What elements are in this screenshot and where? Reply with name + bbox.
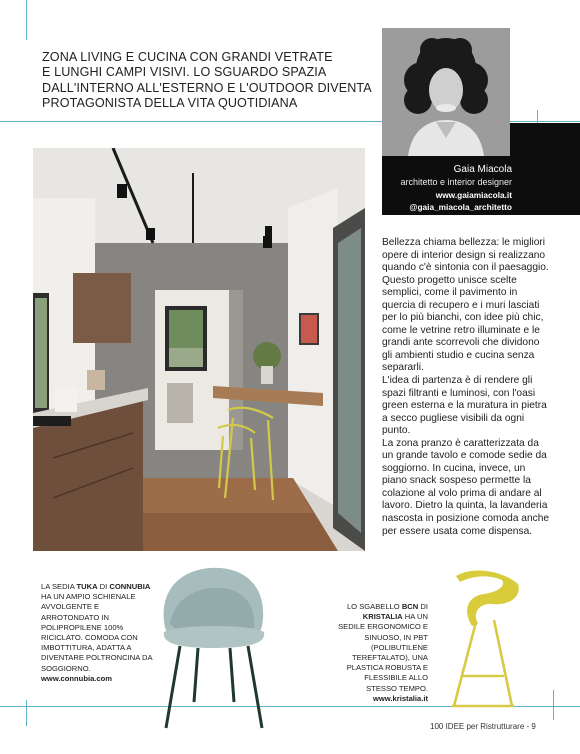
product-name: BCN xyxy=(401,602,419,611)
page-folio: 100 IDEE per Ristrutturare - 9 xyxy=(430,722,536,731)
author-portrait xyxy=(382,28,510,156)
chair-illustration xyxy=(150,562,276,730)
headline-line: ZONA LIVING E CUCINA CON GRANDI VETRATE xyxy=(42,50,333,64)
bcn-stool-image xyxy=(432,566,532,716)
author-role: architetto e interior designer xyxy=(400,177,512,187)
body-paragraph: La zona pranzo è caratterizzata da un grande tavolo e comode sedie da soggiorno. In cucina, invece, un piano snack sospeso permette la colazione al volo prima di andare al lavoro. Dietro la quinta, la lavanderia nascosta in posizione comoda anche per essere usata come dispensa. xyxy=(382,437,550,537)
author-name: Gaia Miacola xyxy=(453,164,512,175)
connubia-link[interactable]: www.connubia.com xyxy=(41,673,113,683)
accent-rule-vertical-bottom xyxy=(26,700,27,726)
kristalia-link[interactable]: www.kristalia.it xyxy=(372,693,428,703)
body-paragraph: Questo progetto unisce scelte semplici, come il pavimento in quercia di recupero e i muri lasciati per lo più bianchi, con idee più chic, come le vetrine retro illuminate e le grandi ante scorrevoli che dividono gli ambienti studio e cucina senza separarli. xyxy=(382,274,544,374)
caption-text: HA UN SEDILE ERGONOMICO E SINUOSO, IN PBT (POLIBUTILENE TEREFTALATO), UNA PLASTICA ROBUSTA E FLESSIBILE ALLO STESSO TEMPO. xyxy=(338,612,428,693)
tuka-chair-image xyxy=(150,562,276,730)
stool-illustration xyxy=(432,566,532,716)
accent-rule-vertical-bottom-right xyxy=(553,690,554,720)
stool-caption xyxy=(338,602,428,704)
accent-rule-top xyxy=(0,121,382,122)
caption-text: HA UN AMPIO SCHIENALE AVVOLGENTE E ARROTONDATO IN POLIPROPILENE 100% RICICLATO. COMODA CON IMBOTTITURA, ADATTA A DIVENTARE POLTRONCINA DA SOGGIORNO. xyxy=(41,592,153,673)
body-paragraph: Bellezza chiama bellezza: le migliori opere di interior design si realizzano quando c'è sintonia con il paesaggio. xyxy=(382,237,549,274)
author-instagram-link[interactable]: @gaia_miacola_architetto xyxy=(409,202,512,212)
accent-rule-top-right xyxy=(510,121,580,122)
brand-name: KRISTALIA xyxy=(362,612,403,622)
body-paragraph: L'idea di partenza è di rendere gli spazi filtranti e luminosi, con l'oasi green esterna e la muratura in pietra a secco pugliese visibili da ogni punto. xyxy=(382,375,547,437)
caption-text: DI xyxy=(97,582,110,591)
headline-line: DALL'INTERNO ALL'ESTERNO E L'OUTDOOR DIVENTA xyxy=(42,80,372,95)
product-name: TUKA xyxy=(76,582,98,591)
caption-text: LO SGABELLO xyxy=(346,602,402,611)
caption-text: LA SEDIA xyxy=(41,582,77,591)
accent-rule-vertical-top xyxy=(26,0,27,40)
author-bio xyxy=(388,163,512,213)
author-website-link[interactable]: www.gaiamiacola.it xyxy=(435,190,512,200)
headline-line: E LUNGHI CAMPI VISIVI. LO SGUARDO SPAZIA xyxy=(42,65,327,80)
kitchen-photo xyxy=(33,148,365,551)
article-body xyxy=(382,237,552,538)
chair-caption xyxy=(41,582,153,684)
headline-line: PROTAGONISTA DELLA VITA QUOTIDIANA xyxy=(42,96,298,111)
portrait-illustration xyxy=(382,28,510,156)
brand-name: CONNUBIA xyxy=(109,582,151,591)
caption-text: DI xyxy=(418,602,428,611)
headline xyxy=(42,50,382,112)
kitchen-illustration xyxy=(33,148,365,551)
